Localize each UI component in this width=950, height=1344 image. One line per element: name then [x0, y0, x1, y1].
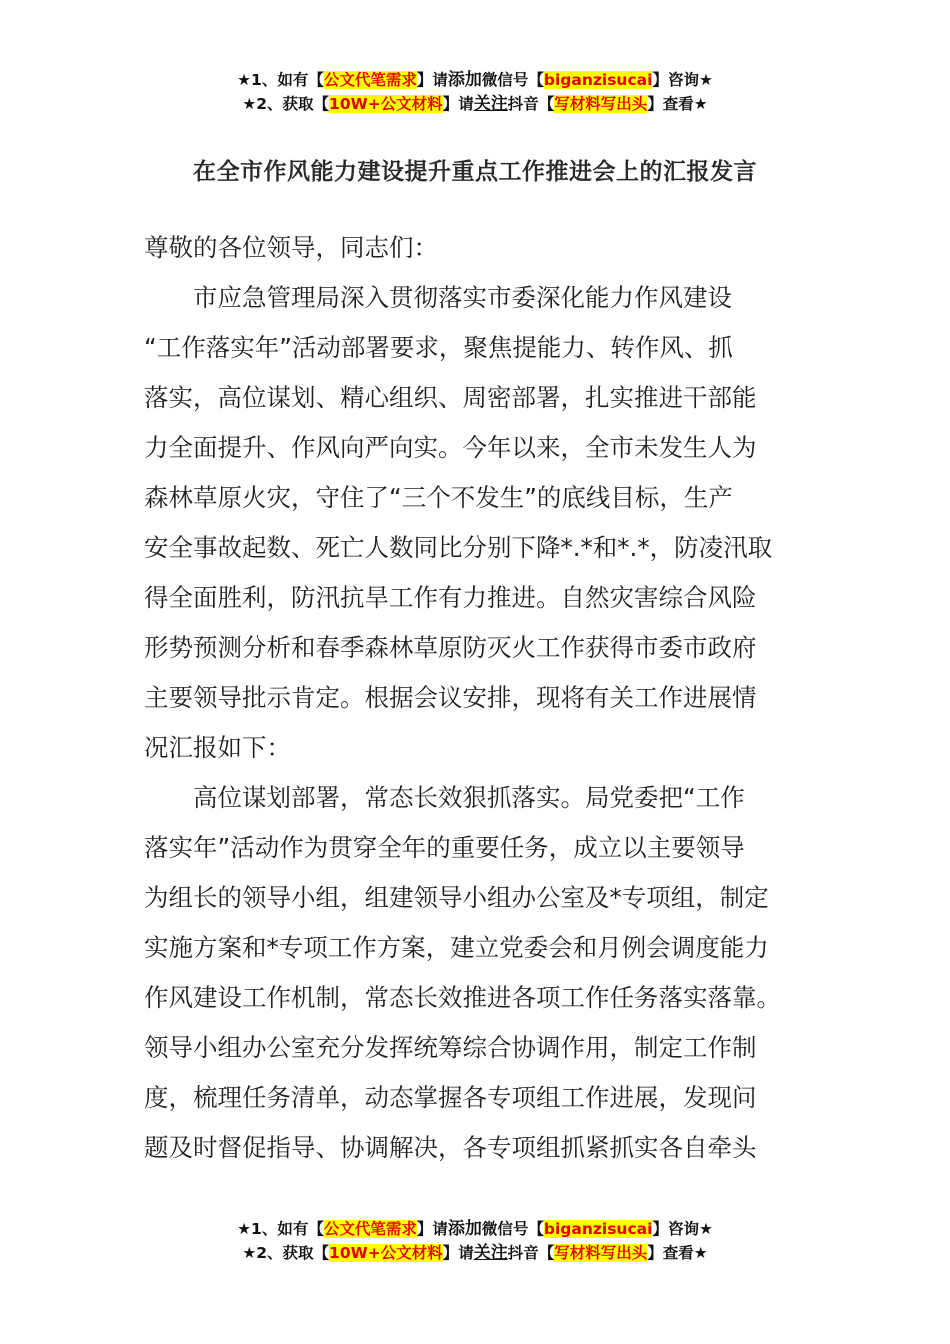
footer-banner: [0, 1217, 950, 1265]
banner-line-1: [0, 68, 950, 92]
banner-highlight: biganzisucai: [543, 1220, 653, 1238]
document-body: [144, 223, 804, 1173]
banner-text: 】查看★: [647, 95, 708, 113]
body-line: 题及时督促指导、协调解决，各专项组抓紧抓实各自牵头: [144, 1133, 757, 1162]
body-line: 落实，高位谋划、精心组织、周密部署，扎实推进干部能: [144, 383, 757, 412]
banner-text: 抖音【: [507, 1244, 555, 1262]
banner-line-1: [0, 1217, 950, 1241]
banner-text: 抖音【: [507, 95, 555, 113]
header-banner: [0, 68, 950, 116]
body-line: 领导小组办公室充分发挥统筹综合协调作用，制定工作制: [144, 1033, 757, 1062]
banner-text: ★1、如有【: [237, 71, 324, 89]
banner-text: 】查看★: [647, 1244, 708, 1262]
banner-text: 】请: [442, 95, 474, 113]
body-line: 实施方案和*专项工作方案，建立党委会和月例会调度能力: [144, 933, 769, 962]
body-line: 森林草原火灾，守住了“三个不发生”的底线目标，生产: [144, 483, 733, 512]
body-line: 度，梳理任务清单，动态掌握各专项组工作进展，发现问: [144, 1083, 757, 1112]
banner-text: 】咨询★: [652, 1220, 713, 1238]
banner-text: 】请: [416, 71, 448, 89]
banner-text: 】请: [442, 1244, 474, 1262]
body-line: 况汇报如下：: [144, 733, 291, 762]
body-line: 落实年”活动作为贯穿全年的重要任务，成立以主要领导: [144, 833, 745, 862]
banner-line-2: [0, 1241, 950, 1265]
body-line: 高位谋划部署，常态长效狠抓落实。局党委把“工作: [144, 783, 745, 812]
body-line: 作风建设工作机制，常态长效推进各项工作任务落实落靠。: [144, 983, 781, 1012]
body-line: 安全事故起数、死亡人数同比分别下降*.*和*.*，防凌汛取: [144, 533, 773, 562]
banner-line-2: [0, 92, 950, 116]
banner-highlight: 公文代笔需求: [323, 71, 417, 89]
banner-text: 】咨询★: [652, 71, 713, 89]
body-line: 为组长的领导小组，组建领导小组办公室及*专项组，制定: [144, 883, 769, 912]
body-line: 市应急管理局深入贯彻落实市委深化能力作风建设: [144, 283, 732, 312]
banner-emphasis: 关注: [473, 1243, 508, 1263]
body-line: 力全面提升、作风向严向实。今年以来，全市未发生人为: [144, 433, 757, 462]
body-line: 得全面胜利，防汛抗旱工作有力推进。自然灾害综合风险: [144, 583, 757, 612]
banner-emphasis: 关注: [473, 94, 508, 114]
banner-highlight: 10W+公文材料: [329, 95, 443, 113]
banner-highlight: 10W+公文材料: [329, 1244, 443, 1262]
banner-highlight: 公文代笔需求: [323, 1220, 417, 1238]
banner-text: 微信号【: [481, 71, 544, 89]
banner-emphasis: 添加: [447, 1219, 482, 1239]
banner-highlight: biganzisucai: [543, 71, 653, 89]
banner-highlight: 写材料写出头: [554, 1244, 648, 1262]
document-title: 在全市作风能力建设提升重点工作推进会上的汇报发言: [193, 159, 757, 185]
body-line: “工作落实年”活动部署要求，聚焦提能力、转作风、抓: [144, 333, 733, 362]
banner-text: ★2、获取【: [242, 1244, 330, 1262]
banner-text: ★1、如有【: [237, 1220, 324, 1238]
body-line: 形势预测分析和春季森林草原防灭火工作获得市委市政府: [144, 633, 757, 662]
banner-text: 】请: [416, 1220, 448, 1238]
body-line: 主要领导批示肯定。根据会议安排，现将有关工作进展情: [144, 683, 757, 712]
banner-emphasis: 添加: [447, 70, 482, 90]
body-line: 尊敬的各位领导，同志们：: [144, 233, 438, 262]
banner-text: ★2、获取【: [242, 95, 330, 113]
banner-highlight: 写材料写出头: [554, 95, 648, 113]
banner-text: 微信号【: [481, 1220, 544, 1238]
